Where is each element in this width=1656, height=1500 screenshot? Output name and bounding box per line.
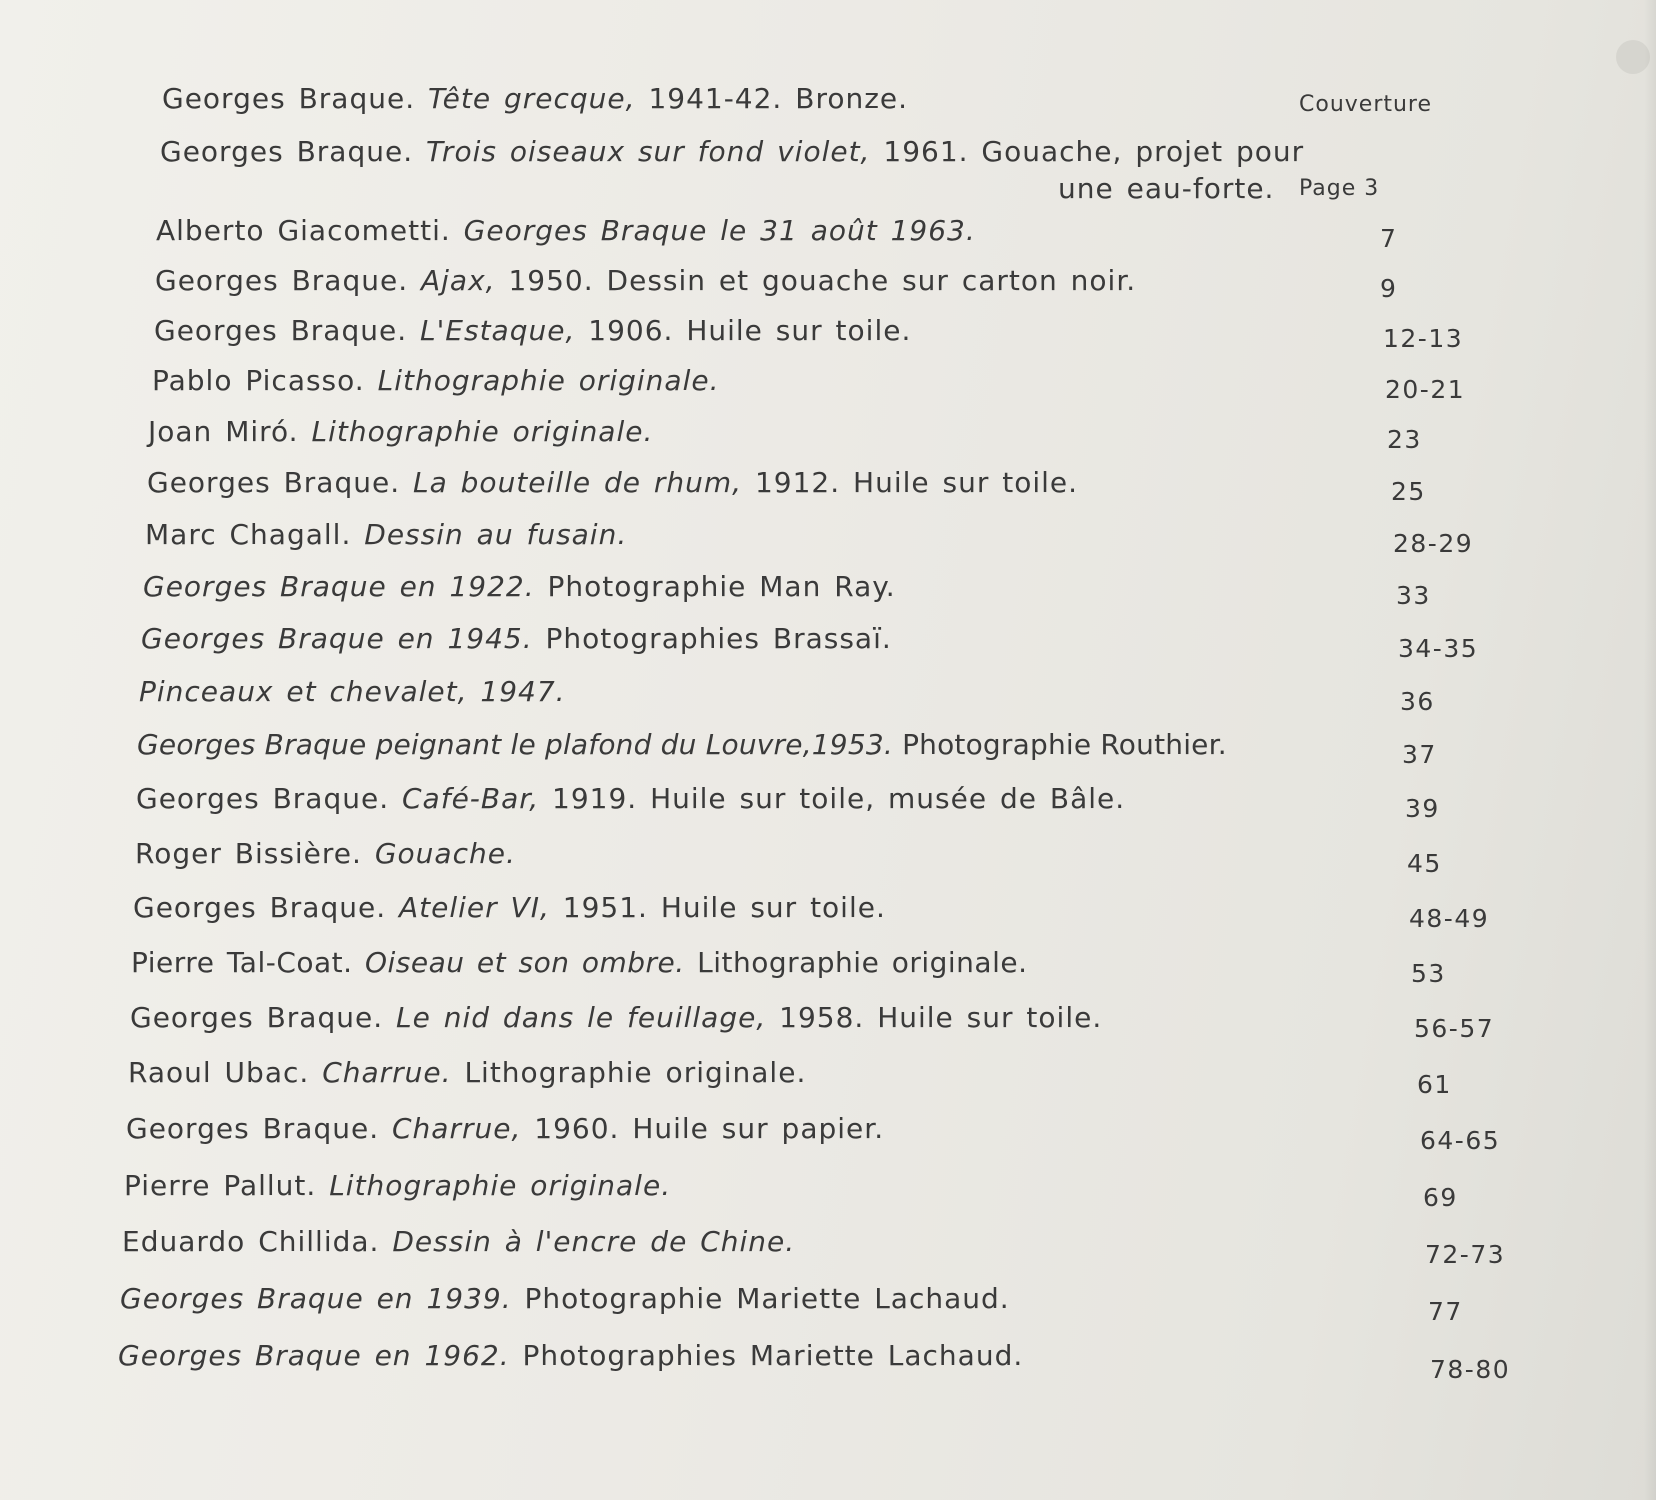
index-entry bbox=[133, 891, 886, 924]
entry-details: Photographies Mariette Lachaud. bbox=[522, 1339, 1024, 1372]
index-entry bbox=[137, 728, 1227, 761]
index-entry bbox=[152, 364, 719, 397]
entry-title: Gouache. bbox=[374, 837, 516, 870]
entry-title: Georges Braque en 1962. bbox=[118, 1339, 510, 1372]
entry-author: Georges Braque. bbox=[147, 466, 401, 499]
index-entry bbox=[122, 1225, 795, 1258]
index-entry bbox=[128, 1056, 806, 1089]
index-entry bbox=[135, 837, 516, 870]
entry-page: 69 bbox=[1423, 1183, 1458, 1212]
index-entry bbox=[126, 1112, 884, 1145]
entry-title: Tête grecque, bbox=[428, 82, 636, 115]
index-entry bbox=[155, 264, 1136, 297]
entry-title: Lithographie originale. bbox=[329, 1169, 672, 1202]
entry-title: Georges Braque en 1939. bbox=[120, 1282, 512, 1315]
entry-details: 1941-42. Bronze. bbox=[648, 82, 909, 115]
entry-author: Georges Braque. bbox=[162, 82, 416, 115]
entry-author: Raoul Ubac. bbox=[128, 1056, 310, 1089]
entry-author: Georges Braque. bbox=[136, 782, 390, 815]
entry-details: Photographie Man Ray. bbox=[547, 570, 896, 603]
entry-details: Lithographie originale. bbox=[464, 1056, 807, 1089]
entry-page: 9 bbox=[1380, 274, 1398, 303]
entry-author: Marc Chagall. bbox=[145, 518, 352, 551]
index-entry bbox=[154, 314, 911, 347]
entry-title: Georges Braque en 1945. bbox=[141, 622, 533, 655]
index-entry bbox=[141, 622, 892, 655]
entry-page: 64-65 bbox=[1420, 1126, 1501, 1155]
entry-title: Dessin au fusain. bbox=[364, 518, 628, 551]
entry-author: Pierre Tal-Coat. bbox=[131, 946, 353, 979]
entry-page: 36 bbox=[1400, 687, 1435, 716]
index-entry bbox=[148, 415, 653, 448]
entry-page: 37 bbox=[1402, 740, 1437, 769]
entry-title: L'Estaque, bbox=[420, 314, 576, 347]
entry-page: 12-13 bbox=[1383, 324, 1464, 353]
entry-page: Page 3 bbox=[1299, 176, 1380, 201]
entry-author: Georges Braque. bbox=[154, 314, 408, 347]
entry-page: 28-29 bbox=[1393, 529, 1474, 558]
entry-title: Trois oiseaux sur fond violet, bbox=[426, 135, 871, 168]
entry-author: Joan Miró. bbox=[148, 415, 299, 448]
entry-title: Dessin à l'encre de Chine. bbox=[392, 1225, 796, 1258]
entry-title: Café-Bar, bbox=[402, 782, 540, 815]
entry-title: Charrue. bbox=[322, 1056, 452, 1089]
entry-page: 72-73 bbox=[1425, 1240, 1506, 1269]
entry-page: 25 bbox=[1391, 477, 1426, 506]
index-entry bbox=[145, 518, 627, 551]
entry-details: 1951. Huile sur toile. bbox=[562, 891, 886, 924]
entry-page: 34-35 bbox=[1398, 634, 1479, 663]
entry-page: 45 bbox=[1407, 849, 1442, 878]
entry-page: 48-49 bbox=[1409, 904, 1490, 933]
entry-details: 1919. Huile sur toile, musée de Bâle. bbox=[552, 782, 1126, 815]
index-entry bbox=[124, 1169, 671, 1202]
entry-page: 33 bbox=[1396, 581, 1431, 610]
entry-author: Georges Braque. bbox=[155, 264, 409, 297]
entry-details: 1960. Huile sur papier. bbox=[534, 1112, 885, 1145]
entry-details: 1961. Gouache, projet pour bbox=[883, 135, 1305, 168]
entry-title: Pinceaux et chevalet, 1947. bbox=[139, 675, 566, 708]
entry-author: Pierre Pallut. bbox=[124, 1169, 317, 1202]
entry-author: Roger Bissière. bbox=[135, 837, 362, 870]
entry-title: Atelier VI, bbox=[399, 891, 550, 924]
entry-title: Lithographie originale. bbox=[377, 364, 720, 397]
entry-title: Oiseau et son ombre. bbox=[364, 946, 685, 979]
entry-details-line2: une eau-forte. bbox=[1058, 172, 1275, 205]
entry-details: Lithographie originale. bbox=[697, 946, 1028, 979]
entry-page: 39 bbox=[1405, 794, 1440, 823]
index-entry bbox=[162, 82, 908, 115]
entry-title: Lithographie originale. bbox=[311, 415, 654, 448]
entry-title: Georges Braque peignant le plafond du Louvre,1953. bbox=[137, 728, 893, 761]
entry-details: 1912. Huile sur toile. bbox=[754, 466, 1079, 499]
entry-details: Photographie Mariette Lachaud. bbox=[524, 1282, 1010, 1315]
entry-title: La bouteille de rhum, bbox=[413, 466, 743, 499]
entry-page: 78-80 bbox=[1430, 1355, 1511, 1384]
entry-author: Georges Braque. bbox=[130, 1001, 384, 1034]
entry-title: Le nid dans le feuillage, bbox=[396, 1001, 767, 1034]
entry-details: Photographies Brassaï. bbox=[545, 622, 892, 655]
entry-details: Photographie Routhier. bbox=[902, 728, 1227, 761]
index-entry bbox=[120, 1282, 1010, 1315]
entry-page: 77 bbox=[1428, 1297, 1463, 1326]
entry-details: 1906. Huile sur toile. bbox=[588, 314, 912, 347]
index-entry bbox=[136, 782, 1125, 815]
entry-author: Pablo Picasso. bbox=[152, 364, 365, 397]
entry-title: Ajax, bbox=[421, 264, 496, 297]
entry-author: Georges Braque. bbox=[133, 891, 387, 924]
entry-page: 7 bbox=[1380, 224, 1398, 253]
index-entry bbox=[139, 675, 566, 708]
entry-page: 56-57 bbox=[1414, 1014, 1495, 1043]
index-entry bbox=[147, 466, 1078, 499]
index-entry bbox=[156, 214, 976, 247]
entry-page: Couverture bbox=[1299, 92, 1433, 117]
index-entry bbox=[143, 570, 896, 603]
index-entry bbox=[131, 946, 1027, 979]
entry-page: 20-21 bbox=[1385, 375, 1466, 404]
entry-details: 1958. Huile sur toile. bbox=[779, 1001, 1103, 1034]
entry-author: Alberto Giacometti. bbox=[156, 214, 451, 247]
entry-page: 61 bbox=[1417, 1070, 1452, 1099]
entry-title: Georges Braque le 31 août 1963. bbox=[463, 214, 976, 247]
entry-author: Georges Braque. bbox=[160, 135, 414, 168]
entry-title: Charrue, bbox=[392, 1112, 522, 1145]
index-entry bbox=[160, 135, 1304, 168]
index-entry bbox=[130, 1001, 1102, 1034]
entry-author: Eduardo Chillida. bbox=[122, 1225, 380, 1258]
entry-title: Georges Braque en 1922. bbox=[143, 570, 535, 603]
index-entry bbox=[118, 1339, 1023, 1372]
entry-page: 23 bbox=[1387, 425, 1422, 454]
entry-author: Georges Braque. bbox=[126, 1112, 380, 1145]
index-entry-continuation bbox=[1058, 172, 1274, 205]
entry-details: 1950. Dessin et gouache sur carton noir. bbox=[508, 264, 1137, 297]
entry-page: 53 bbox=[1411, 959, 1446, 988]
